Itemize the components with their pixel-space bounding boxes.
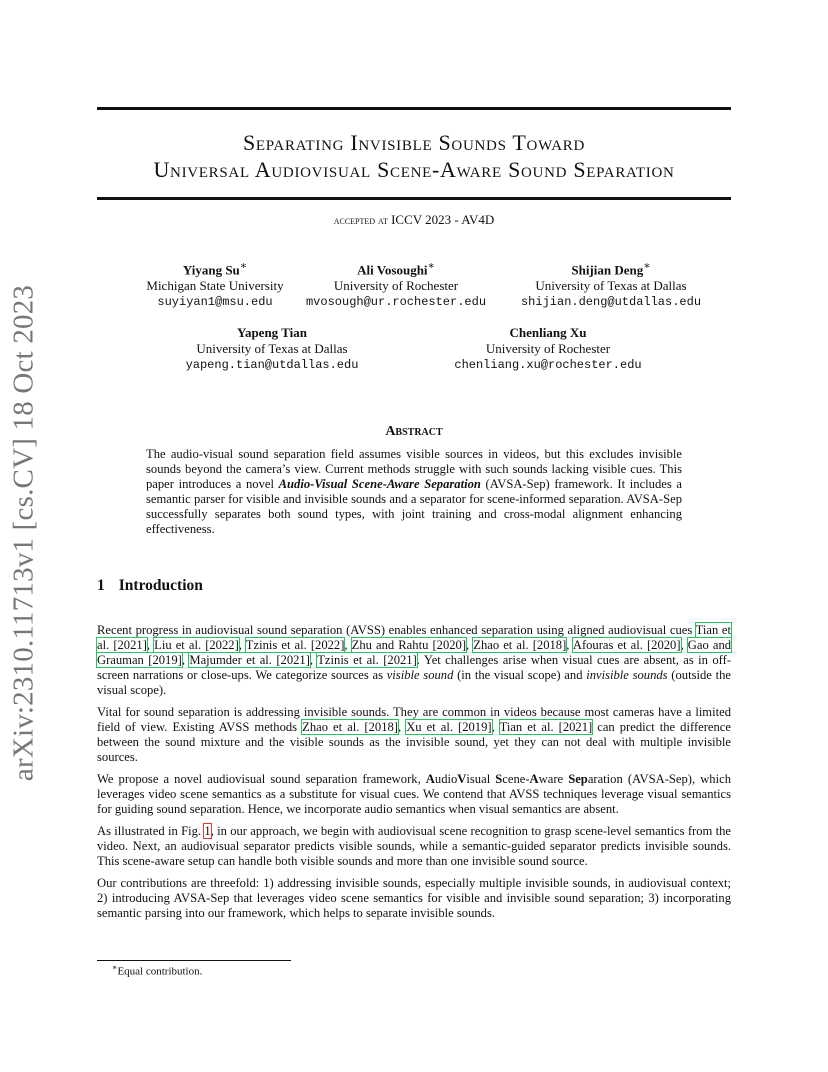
citation-link[interactable]: Xu et al. [2019] bbox=[406, 720, 492, 734]
author-affiliation: University of Rochester bbox=[485, 341, 611, 356]
venue-text: ICCV 2023 - AV4D bbox=[391, 212, 495, 227]
section-heading bbox=[97, 577, 203, 595]
title-bottom-rule bbox=[97, 197, 731, 200]
author-block bbox=[290, 258, 502, 310]
citation-link[interactable]: Majumder et al. [2021] bbox=[189, 653, 310, 667]
author-email: mvosough@ur.rochester.edu bbox=[305, 295, 487, 310]
author-block bbox=[172, 325, 372, 373]
paragraph: Vital for sound separation is addressing invisible sounds. They are common in videos because most cameras have a limited field of view. Existing AVSS methods Zhao et al. [2018], Xu et al. [2019], Tian et al. [2021] can predict the difference between the sound mixture and the visible sounds as the invisible sound, yet they can not deal with multiple invisible sources. bbox=[97, 705, 731, 764]
body-text bbox=[97, 623, 731, 928]
author-block bbox=[448, 325, 648, 373]
citation-link[interactable]: Tian et al. [2021] bbox=[97, 623, 731, 652]
citation-link[interactable]: Afouras et al. [2020] bbox=[572, 638, 681, 652]
author-email: chenliang.xu@rochester.edu bbox=[454, 358, 642, 372]
author-email: shijian.deng@utdallas.edu bbox=[520, 295, 702, 310]
section-number: 1 bbox=[97, 577, 105, 594]
paragraph: We propose a novel audiovisual sound separation framework, AudioVisual Scene-Aware Separation (AVSA-Sep), which leverages video scene semantics as a substitute for visual cues. We contend that AVSS techniques leverage visual semantics for guiding sound separation. Hence, we incorporate audio semantics when visual semantics are absent. bbox=[97, 772, 731, 816]
abstract-heading: Abstract bbox=[385, 424, 443, 439]
footnote: ∗Equal contribution. bbox=[112, 963, 203, 978]
citation-link[interactable]: Tzinis et al. [2022] bbox=[245, 638, 345, 652]
author-email: suyiyan1@msu.edu bbox=[157, 295, 273, 310]
citation-link[interactable]: Zhao et al. [2018] bbox=[473, 638, 567, 652]
author-block bbox=[505, 258, 717, 310]
arxiv-identifier bbox=[4, 284, 44, 781]
author-affiliation: Michigan State University bbox=[146, 278, 284, 294]
paragraph: Our contributions are threefold: 1) addressing invisible sounds, especially multiple invisible sounds, in audiovisual context; 2) introducing AVSA-Sep that leverages video scene semantics for visible and invisible sound separation; 3) incorporating semantic parsing into our framework, which helps to separate invisible sounds. bbox=[97, 876, 731, 920]
author-name: Ali Vosoughi∗ bbox=[357, 260, 435, 278]
author-name: Yiyang Su∗ bbox=[182, 260, 248, 278]
author-name: Chenliang Xu bbox=[509, 325, 587, 340]
author-affiliation: University of Texas at Dallas bbox=[196, 341, 348, 356]
citation-link[interactable]: Zhu and Rahtu [2020] bbox=[351, 638, 467, 652]
author-affiliation: University of Texas at Dallas bbox=[535, 278, 687, 294]
citation-link[interactable]: Tian et al. [2021] bbox=[499, 720, 593, 734]
author-name: Shijian Deng∗ bbox=[571, 260, 651, 278]
author-email: yapeng.tian@utdallas.edu bbox=[185, 358, 359, 372]
author-block bbox=[110, 258, 320, 310]
author-name: Yapeng Tian bbox=[237, 325, 307, 340]
figure-ref-link[interactable]: 1 bbox=[204, 824, 211, 838]
citation-link[interactable]: Gao and Grauman [2019] bbox=[97, 638, 732, 667]
framework-name: Audio-Visual Scene-Aware Separation bbox=[278, 477, 481, 491]
arxiv-identifier-text: arXiv:2310.11713v1 [cs.CV] 18 Oct 2023 bbox=[7, 284, 40, 781]
author-affiliation: University of Rochester bbox=[333, 278, 459, 294]
citation-link[interactable]: Tzinis et al. [2021] bbox=[317, 653, 417, 667]
title-top-rule bbox=[97, 107, 731, 110]
paper-title-line-1: Separating Invisible Sounds Toward bbox=[242, 130, 586, 155]
venue-prefix: accepted at bbox=[333, 213, 388, 227]
citation-link[interactable]: Zhao et al. [2018] bbox=[302, 720, 399, 734]
paragraph: Recent progress in audiovisual sound separation (AVSS) enables enhanced separation using aligned audiovisual cues Tian et al. [2021], Liu et al. [2022], Tzinis et al. [2022], Zhu and Rahtu [2020], Zhao et al. [2018], Afouras et al. [2020], Gao and Grauman [2019], Majumder et al. [2021], Tzinis et al. [2021]. Yet challenges arise when visual cues are absent, as in off-screen narrations or close-ups. We categorize sources as visible sound (in the visual scope) and invisible sounds (outside the visual scope). bbox=[97, 623, 732, 697]
paragraph: As illustrated in Fig. 1, in our approach, we begin with audiovisual scene recognition to grasp scene-level semantics from the video. Next, an audiovisual separator predicts visible sounds, while a semantic-guided separator predicts invisible sounds. This scene-aware setup can handle both visible sounds and more than one invisible sound source. bbox=[97, 824, 731, 868]
paper-title-line-2: Universal Audiovisual Scene-Aware Sound Separation bbox=[153, 157, 675, 182]
abstract-text: The audio-visual sound separation field assumes visible sources in videos, but this excludes invisible sounds beyond the camera’s view. Current methods struggle with such sounds lacking visible cues. This paper introduces a novel Audio-Visual Scene-Aware Separation (AVSA-Sep) framework. It includes a semantic parser for visible and invisible sounds and a separator for scene-informed separation. AVSA-Sep successfully separates both sound types, with joint training and cross-modal alignment enhancing effectiveness. bbox=[146, 447, 682, 536]
section-title: Introduction bbox=[118, 577, 203, 594]
citation-link[interactable]: Liu et al. [2022] bbox=[154, 638, 239, 652]
venue-note bbox=[60, 212, 768, 228]
footnote-rule bbox=[97, 960, 291, 961]
